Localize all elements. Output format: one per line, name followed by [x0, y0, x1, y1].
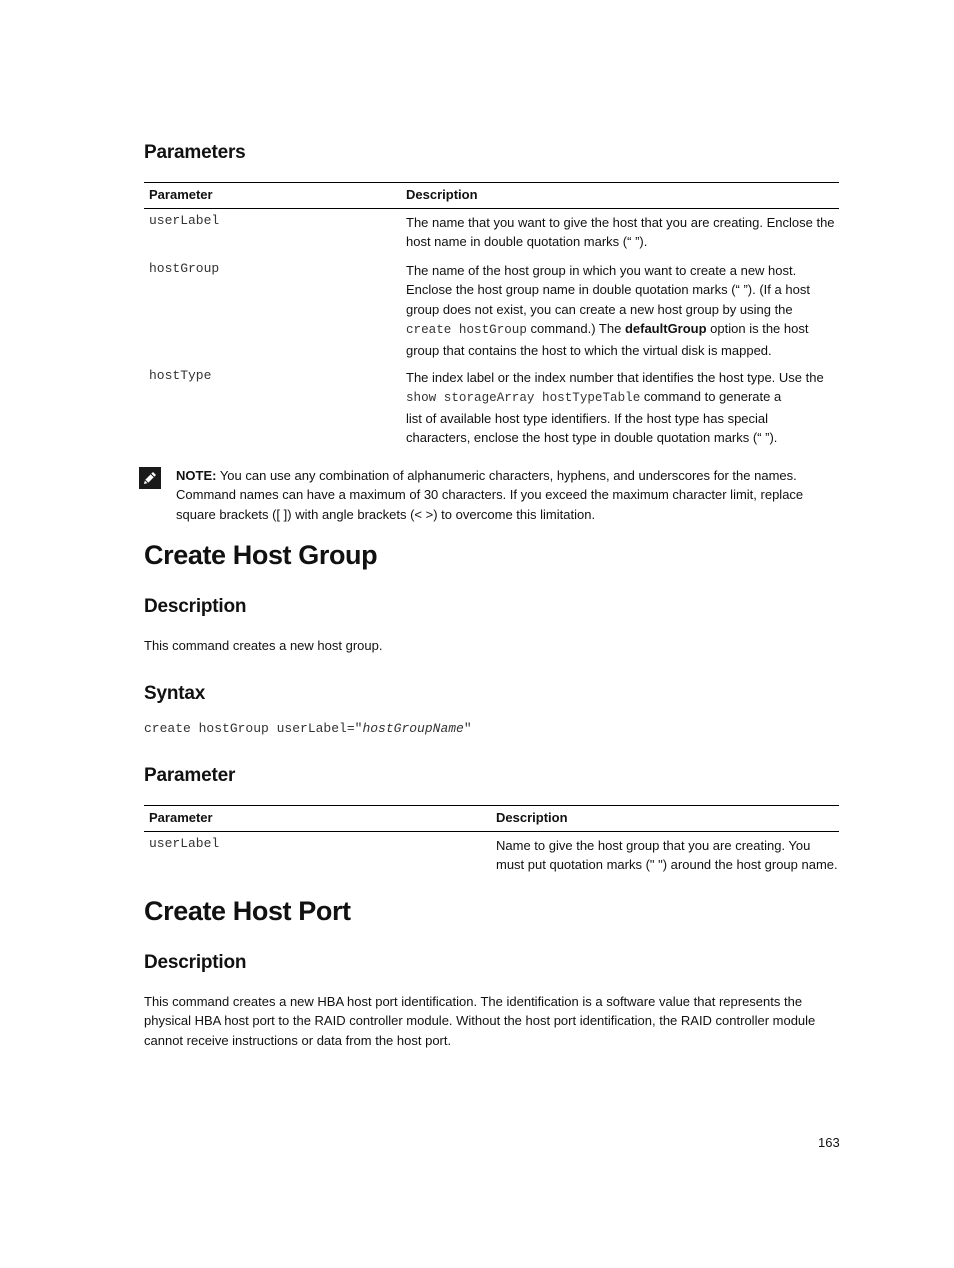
chg-description-text: This command creates a new host group.: [144, 638, 383, 653]
note-text: NOTE: You can use any combination of alphanumeric characters, hyphens, and underscores for the names. Command names can have a maximum of 30 characters. If you exceed the maximum character limit, replace square brackets ([ ]) with angle brackets (< >) to overcome this limitation.: [176, 468, 804, 522]
chg-table-header-rule: [144, 831, 839, 832]
table-header-parameter: Parameter: [149, 187, 213, 202]
chg-param-userlabel: userLabel: [149, 836, 220, 851]
chp-description-text: This command creates a new HBA host port identification. The identification is a software value that represents the physical HBA host port to the RAID controller module. Without the host port identification, the RAID controller module cannot receive instructions or data from the host port.: [144, 994, 816, 1048]
page-number: 163: [818, 1135, 840, 1150]
note-pencil-icon: [139, 467, 161, 489]
create-host-group-title: Create Host Group: [144, 540, 378, 570]
parameters-heading: Parameters: [144, 142, 246, 163]
param-userlabel: userLabel: [149, 213, 220, 228]
chg-table-header-description: Description: [496, 810, 568, 825]
table-top-rule: [144, 182, 839, 183]
chg-parameter-heading: Parameter: [144, 765, 236, 786]
chg-desc-userlabel: Name to give the host group that you are creating. You must put quotation marks (" ") around the host group name.: [496, 838, 838, 873]
param-hosttype: hostType: [149, 368, 212, 383]
table-header-rule: [144, 208, 839, 209]
table-header-description: Description: [406, 187, 478, 202]
chg-table-header-parameter: Parameter: [149, 810, 213, 825]
desc-userlabel: The name that you want to give the host that you are creating. Enclose the host name in double quotation marks (“ ”).: [406, 215, 835, 250]
create-host-port-title: Create Host Port: [144, 896, 351, 926]
desc-hosttype: The index label or the index number that identifies the host type. Use the show storageArray hostTypeTable command to generate a list of available host type identifiers. If the host type has special characters, enclose the host type in double quotation marks (“ ”).: [406, 370, 824, 446]
desc-hostgroup: The name of the host group in which you want to create a new host. Enclose the host group name in double quotation marks (“ ”). (If a host group does not exist, you can create a new host group by using the create hostGroup command.) The defaultGroup option is the host group that contains the host to which the virtual disk is mapped.: [406, 263, 810, 358]
param-hostgroup: hostGroup: [149, 261, 220, 276]
chp-description-heading: Description: [144, 952, 247, 973]
chg-table-top-rule: [144, 805, 839, 806]
note-label: NOTE:: [176, 468, 217, 483]
chg-syntax-heading: Syntax: [144, 683, 206, 704]
chg-description-heading: Description: [144, 596, 247, 617]
chg-syntax-code: create hostGroup userLabel="hostGroupName": [144, 721, 472, 736]
